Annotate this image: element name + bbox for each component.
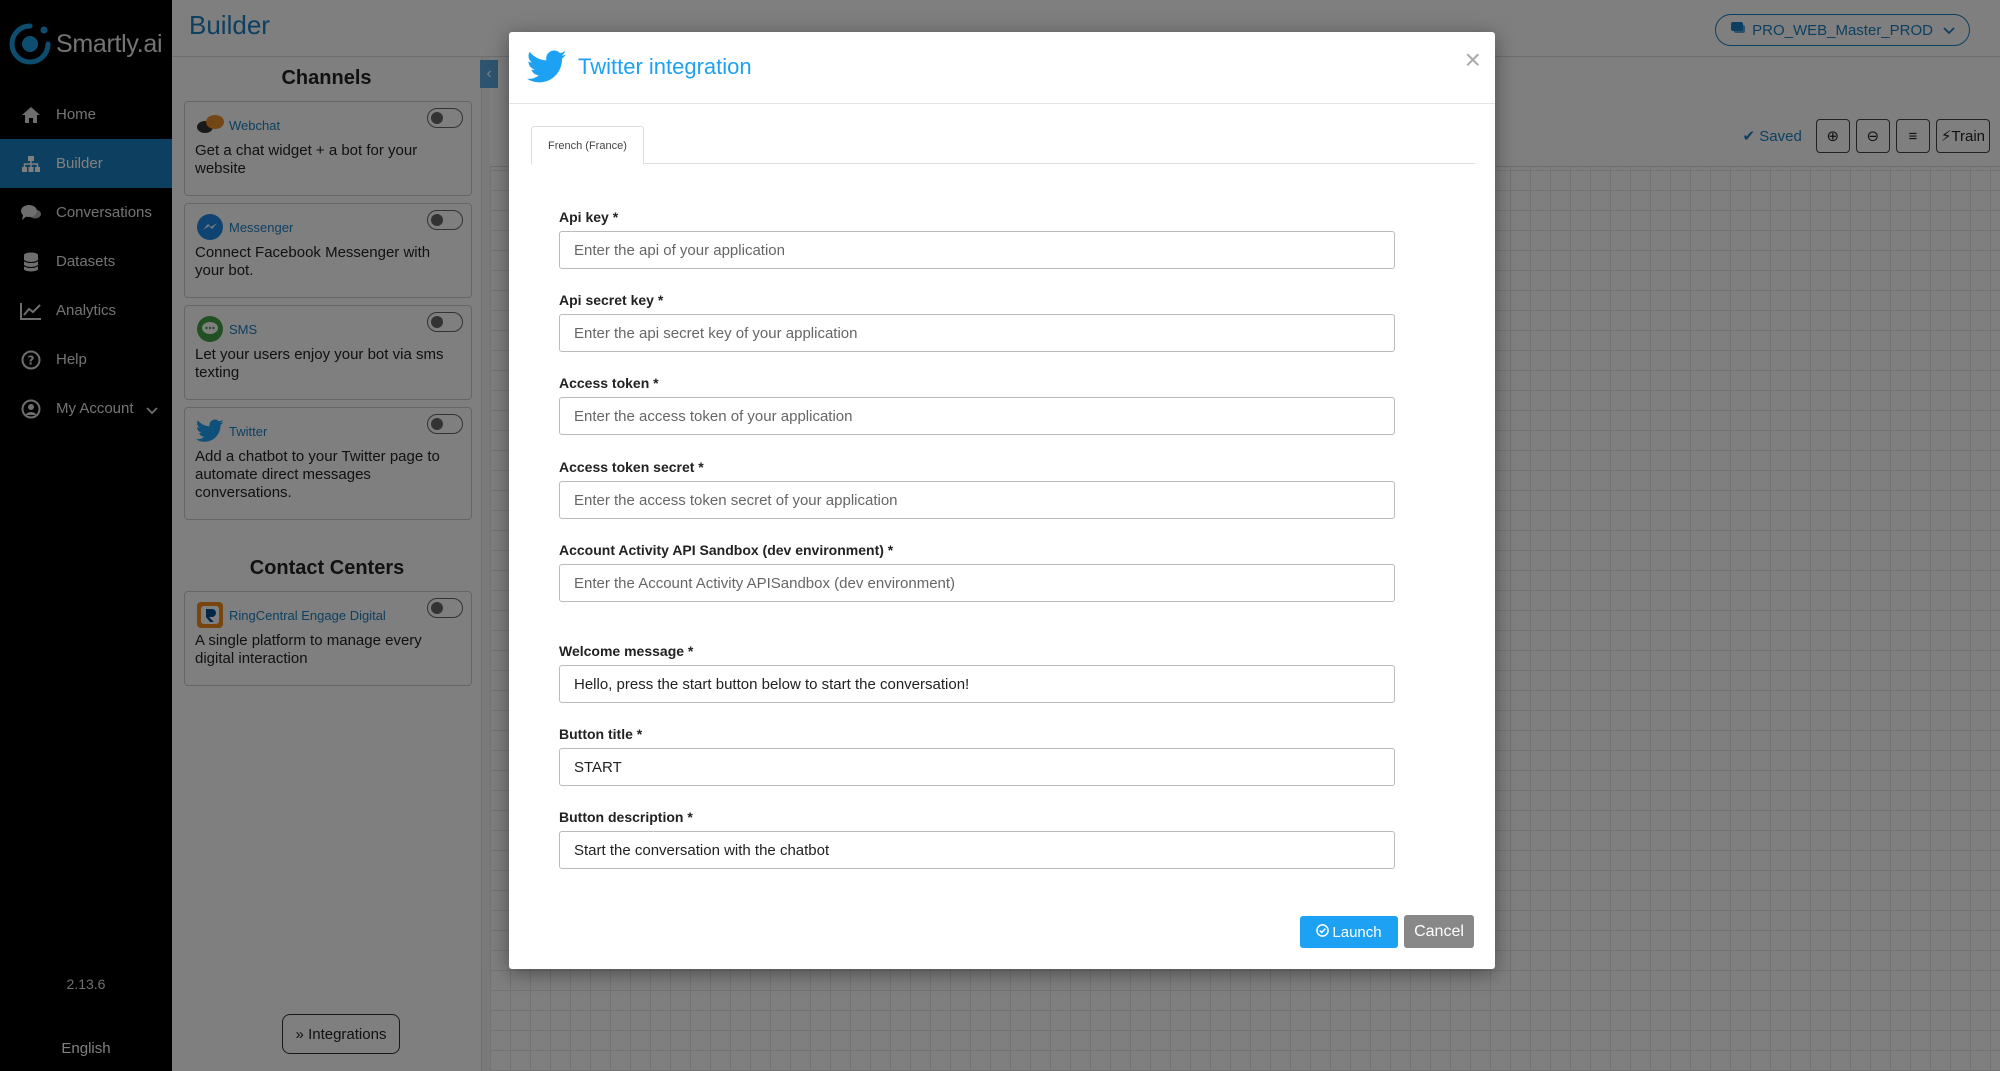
close-icon[interactable]: × [1464, 44, 1481, 75]
button-description-input[interactable] [559, 831, 1395, 869]
welcome-message-field [559, 643, 1395, 703]
access-token-field [559, 375, 1395, 435]
launch-button[interactable] [1300, 916, 1398, 948]
field-label: Api key * [559, 209, 619, 225]
launch-label: Launch [1332, 923, 1382, 941]
tab-french-france[interactable]: French (France) [531, 126, 644, 165]
welcome-message-input[interactable] [559, 665, 1395, 703]
modal-title: Twitter integration [578, 54, 752, 79]
api-secret-key-input[interactable] [559, 314, 1395, 352]
api-key-input[interactable] [559, 231, 1395, 269]
api-key-field [559, 209, 1395, 269]
api-secret-key-field [559, 292, 1395, 352]
cancel-button[interactable]: Cancel [1404, 915, 1474, 948]
field-label: Button description * [559, 809, 693, 825]
sandbox-env-input[interactable] [559, 564, 1395, 602]
twitter-icon [527, 50, 567, 89]
check-circle-icon [1316, 924, 1332, 941]
button-description-field [559, 809, 1395, 869]
access-token-input[interactable] [559, 397, 1395, 435]
sandbox-env-field [559, 542, 1395, 602]
field-label: Welcome message * [559, 643, 694, 659]
modal-header [509, 32, 1495, 104]
field-label: Button title * [559, 726, 643, 742]
field-label: Access token secret * [559, 459, 704, 475]
twitter-integration-modal [509, 32, 1495, 969]
field-label: Access token * [559, 375, 659, 391]
access-token-secret-field [559, 459, 1395, 519]
field-label: Api secret key * [559, 292, 664, 308]
access-token-secret-input[interactable] [559, 481, 1395, 519]
language-tabs [531, 126, 1475, 164]
field-label: Account Activity API Sandbox (dev environment) * [559, 542, 894, 558]
button-title-input[interactable] [559, 748, 1395, 786]
button-title-field [559, 726, 1395, 786]
